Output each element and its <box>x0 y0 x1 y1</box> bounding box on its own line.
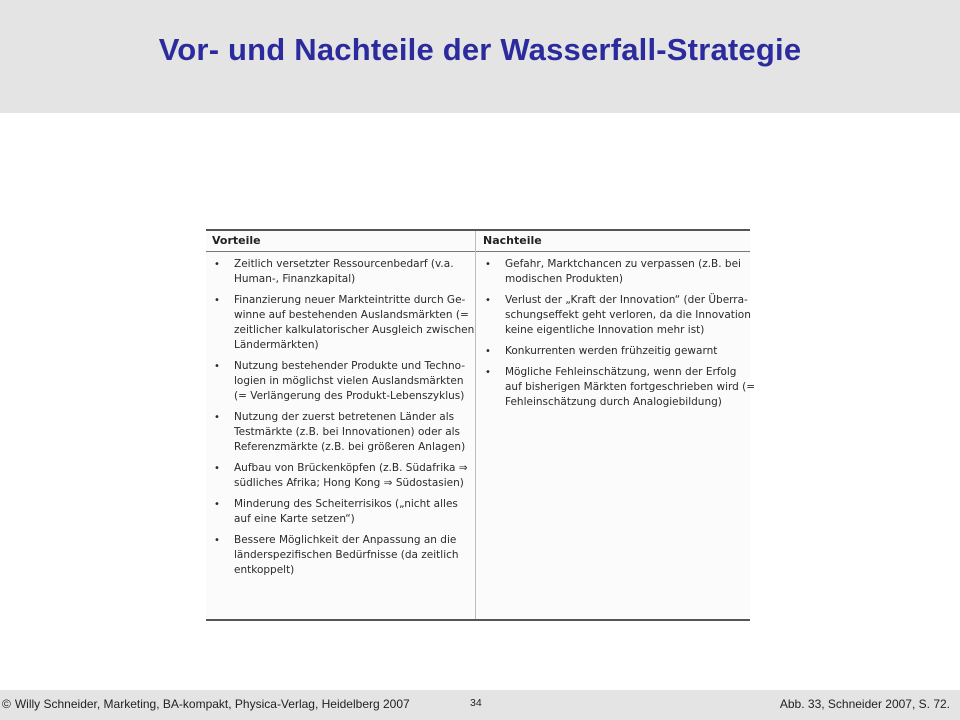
list-item-line: Minderung des Scheiterrisikos („nicht alles <box>234 498 458 510</box>
list-item-line: Ländermärkten) <box>234 339 319 351</box>
list-item-line: entkoppelt) <box>234 564 295 576</box>
list-item-line: Nutzung bestehender Produkte und Techno- <box>234 360 466 372</box>
list-item-line: auf eine Karte setzen“) <box>234 513 355 525</box>
bullet-icon: • <box>214 361 220 372</box>
figure-reference: Abb. 33, Schneider 2007, S. 72. <box>779 697 950 711</box>
list-item-line: Fehleinschätzung durch Analogiebildung) <box>505 396 722 408</box>
list-item <box>206 533 468 578</box>
list-item <box>206 293 475 353</box>
copyright-icon: © <box>2 697 11 711</box>
list-item-line: Konkurrenten werden frühzeitig gewarnt <box>505 345 718 357</box>
bullet-icon: • <box>214 259 220 270</box>
bullet-icon: • <box>485 259 491 270</box>
header-nachteile: Nachteile <box>483 234 542 247</box>
list-item-line: Verlust der „Kraft der Innovation“ (der Überra- <box>505 294 748 306</box>
footer-source <box>2 697 410 711</box>
list-item-line: Aufbau von Brückenköpfen (z.B. Südafrika ⇒ <box>234 462 468 474</box>
list-item <box>206 497 468 527</box>
list-item-line: südliches Afrika; Hong Kong ⇒ Südostasien) <box>234 477 464 489</box>
bullet-icon: • <box>214 412 220 423</box>
list-item-line: (= Verlängerung des Produkt-Lebenszyklus) <box>234 390 465 402</box>
bullet-icon: • <box>485 367 491 378</box>
list-item-line: Bessere Möglichkeit der Anpassung an die <box>234 534 457 546</box>
list-item <box>206 410 468 455</box>
list-item <box>206 461 468 491</box>
pros-cons-table <box>206 229 756 620</box>
bullet-icon: • <box>485 295 491 306</box>
bullet-icon: • <box>214 499 220 510</box>
list-item-line: zeitlicher kalkulatorischer Ausgleich zwischen <box>234 324 475 336</box>
table-column-divider <box>475 231 476 620</box>
table-header-rule <box>206 251 750 252</box>
list-item-line: Finanzierung neuer Markteintritte durch Ge- <box>234 294 466 306</box>
list-item-line: logien in möglichst vielen Auslandsmärkten <box>234 375 464 387</box>
list-item <box>206 359 468 404</box>
list-item-line: länderspezifischen Bedürfnisse (da zeitlich <box>234 549 459 561</box>
list-item-line: Testmärkte (z.B. bei Innovationen) oder als <box>234 426 461 438</box>
list-item <box>477 257 743 287</box>
list-item-line: winne auf bestehenden Auslandsmärkten (= <box>234 309 469 321</box>
slide-title: Vor- und Nachteile der Wasserfall-Strategie <box>158 32 802 67</box>
list-item <box>206 257 468 287</box>
list-item-line: schungseffekt geht verloren, da die Innovation <box>505 309 751 321</box>
list-item-line: modischen Produkten) <box>505 273 623 285</box>
source-text: Willy Schneider, Marketing, BA-kompakt, Physica-Verlag, Heidelberg 2007 <box>14 697 410 711</box>
list-item-line: Referenzmärkte (z.B. bei größeren Anlagen) <box>234 441 466 453</box>
vorteile-list <box>206 257 475 584</box>
page-number: 34 <box>470 697 482 709</box>
list-item <box>477 293 751 338</box>
bullet-icon: • <box>214 463 220 474</box>
table-top-rule <box>206 229 750 231</box>
table-bottom-rule <box>206 619 750 621</box>
list-item-line: Zeitlich versetzter Ressourcenbedarf (v.a. <box>234 258 454 270</box>
list-item-line: Gefahr, Marktchancen zu verpassen (z.B. bei <box>505 258 741 270</box>
bullet-icon: • <box>485 346 491 357</box>
list-item-line: Nutzung der zuerst betretenen Länder als <box>234 411 455 423</box>
header-vorteile: Vorteile <box>212 234 261 247</box>
list-item-line: auf bisherigen Märkten fortgeschrieben wird (= <box>505 381 756 393</box>
nachteile-list <box>477 257 756 416</box>
list-item <box>477 365 756 410</box>
list-item-line: Mögliche Fehleinschätzung, wenn der Erfolg <box>505 366 737 378</box>
bullet-icon: • <box>214 535 220 546</box>
list-item <box>477 344 743 359</box>
bullet-icon: • <box>214 295 220 306</box>
list-item-line: keine eigentliche Innovation mehr ist) <box>505 324 705 336</box>
list-item-line: Human-, Finanzkapital) <box>234 273 356 285</box>
